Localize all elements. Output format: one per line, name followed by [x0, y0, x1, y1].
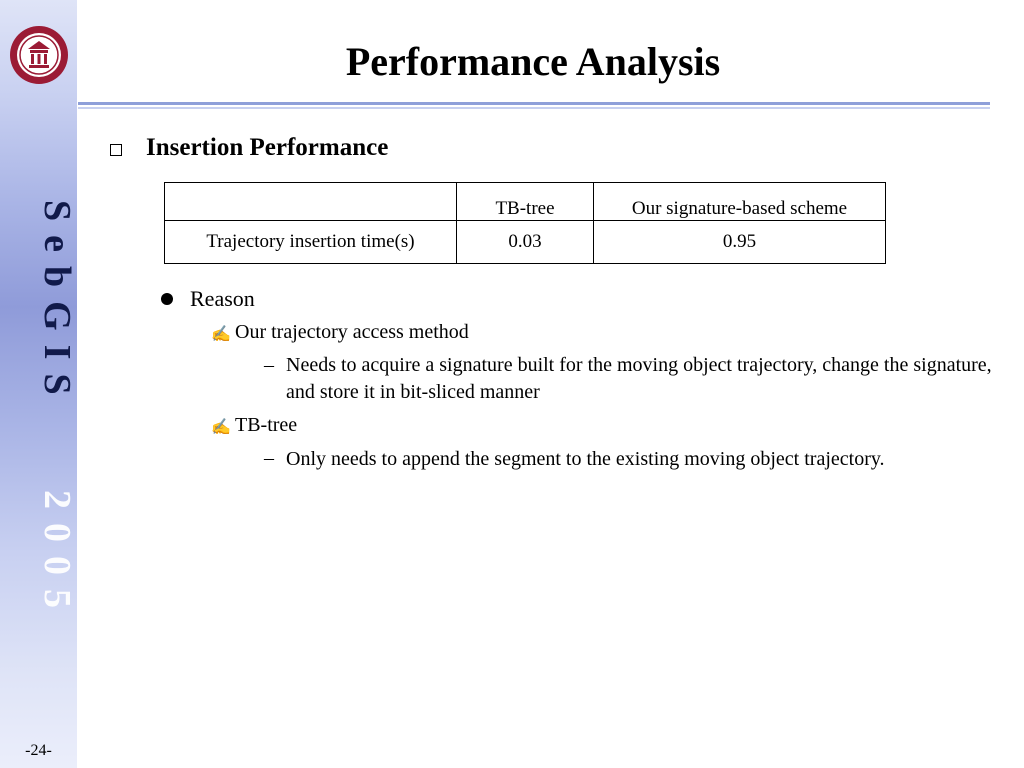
section-heading: Insertion Performance: [146, 134, 389, 161]
table-header-row: [165, 183, 886, 221]
reason-item-label: Our trajectory access method: [235, 321, 469, 343]
title-divider-secondary: [78, 107, 990, 109]
brand-name: SebGIS: [36, 200, 78, 409]
table-header-cell: [165, 183, 457, 221]
dash-bullet-icon: –: [264, 354, 274, 376]
page-number: -24-: [25, 742, 52, 759]
reason-item-label: TB-tree: [235, 414, 298, 436]
table-header-cell: TB-tree: [457, 183, 594, 221]
pointing-hand-icon: ✍: [211, 326, 231, 343]
sidebar-brand: [38, 200, 76, 622]
reason-label: Reason: [190, 286, 255, 311]
table-header-cell: Our signature-based scheme: [594, 183, 886, 221]
sidebar: [0, 0, 77, 768]
title-divider: [78, 102, 990, 105]
reason-item-detail: Needs to acquire a signature built for the moving object trajectory, change the signature, and store it in bit-sliced manner: [286, 354, 992, 403]
table-cell: 0.03: [457, 221, 594, 264]
round-bullet-icon: [161, 293, 173, 305]
table-cell: 0.95: [594, 221, 886, 264]
table-cell: Trajectory insertion time(s): [165, 221, 457, 264]
dash-bullet-icon: –: [264, 447, 274, 469]
performance-table: [164, 182, 886, 264]
slide-title: Performance Analysis: [345, 39, 721, 84]
pointing-hand-icon: ✍: [211, 419, 231, 436]
brand-year: 2005: [36, 490, 78, 623]
reason-item-detail: Only needs to append the segment to the existing moving object trajectory.: [286, 448, 885, 470]
square-bullet-icon: [110, 144, 122, 156]
table-row: [165, 221, 886, 264]
university-seal-icon: [9, 25, 69, 85]
